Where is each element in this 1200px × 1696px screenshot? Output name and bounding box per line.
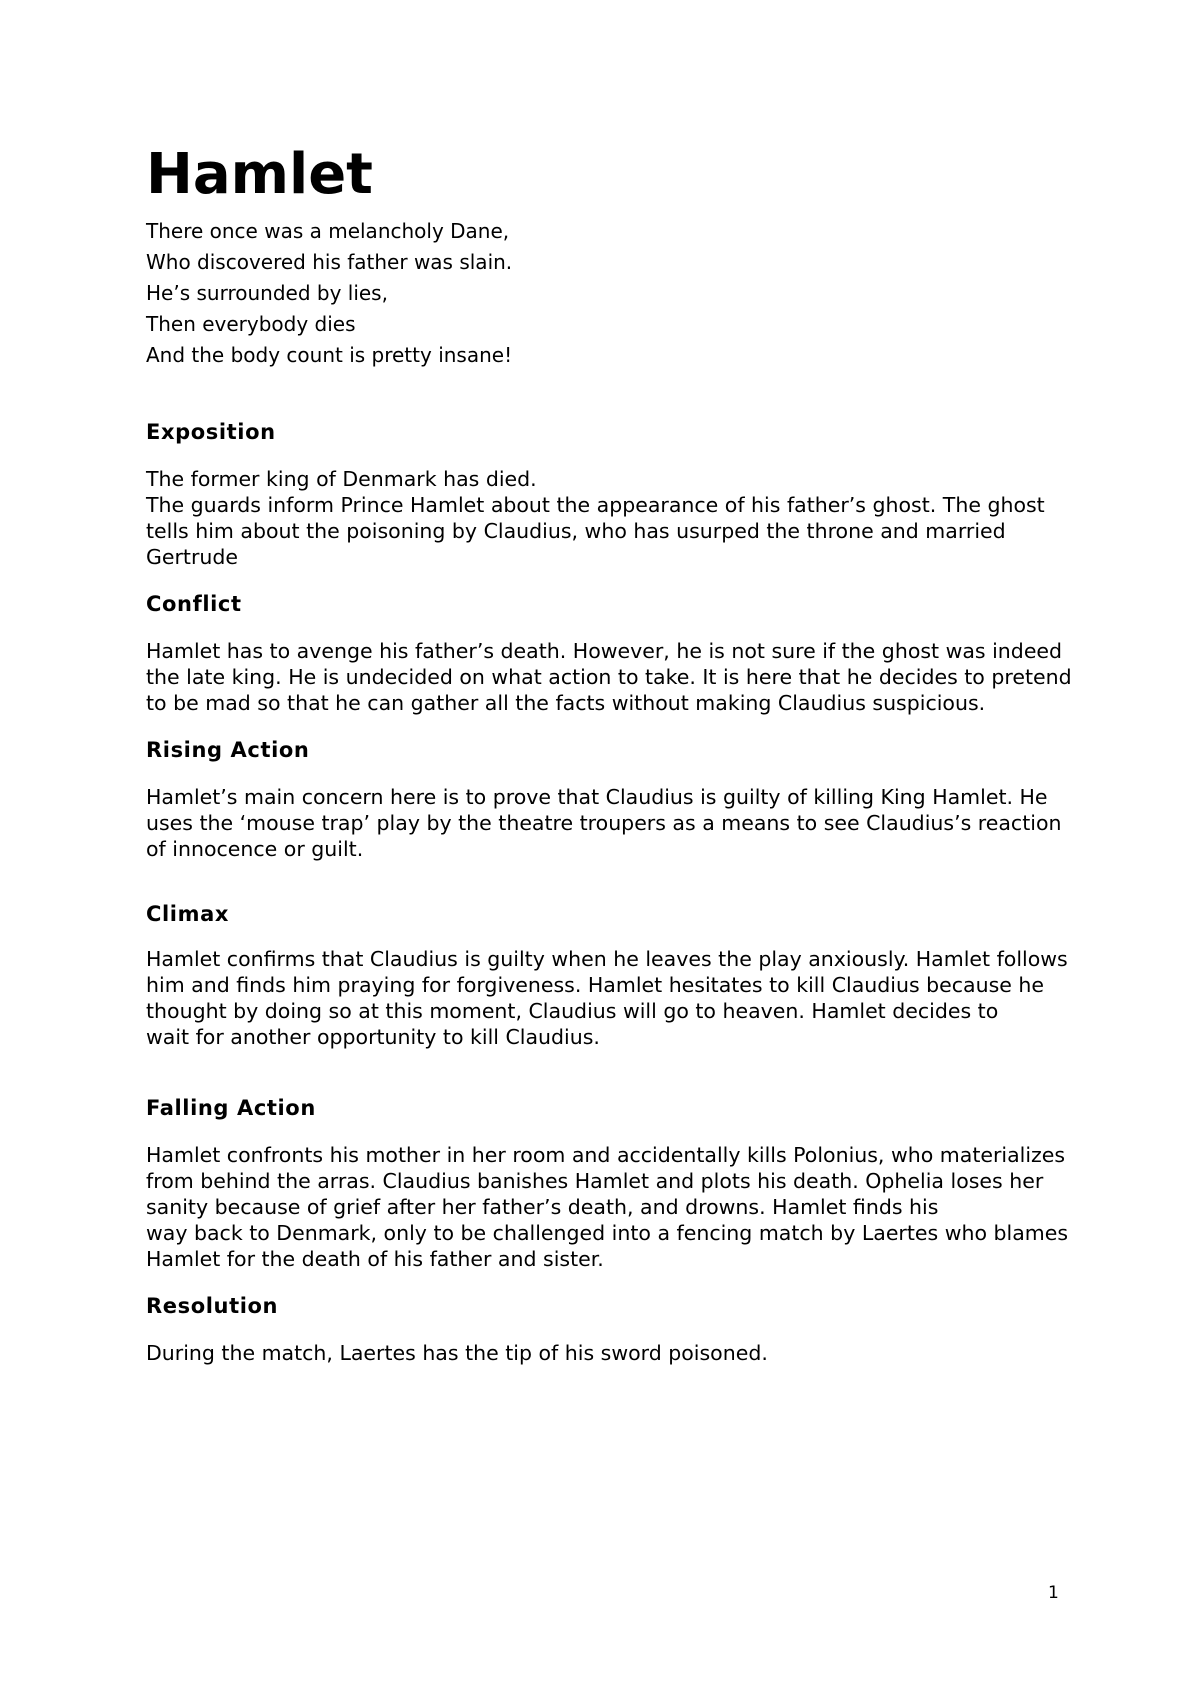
section-heading: Falling Action — [146, 1096, 316, 1120]
section-body — [146, 466, 1076, 570]
paragraph-line: Hamlet has to avenge his father’s death. However, he is not sure if the ghost was indeed the late king. He is undecided on what action to take. It is here that he decides to pretend to be mad so that he can gather all the facts without making Claudius suspicious. — [146, 639, 1072, 715]
paragraph-line: him and finds him praying for forgiveness. Hamlet hesitates to kill Claudius because he — [146, 973, 1045, 997]
section-heading: Climax — [146, 902, 230, 926]
section-conflict — [146, 590, 1076, 716]
section-falling-action — [146, 1094, 1076, 1272]
paragraph-line: Hamlet confirms that Claudius is guilty when he leaves the play anxiously. Hamlet follows — [146, 947, 1068, 971]
section-heading: Resolution — [146, 1294, 279, 1318]
section-body — [146, 638, 1076, 716]
section-body — [146, 1340, 1076, 1366]
paragraph-line: The former king of Denmark has died. — [146, 467, 537, 491]
paragraph-line: wait for another opportunity to kill Claudius. — [146, 1025, 600, 1049]
poem-line: There once was a melancholy Dane, — [146, 219, 510, 243]
section-body — [146, 1142, 1076, 1272]
section-body — [146, 946, 1076, 1050]
paragraph-line: way back to Denmark, only to be challenged into a fencing match by Laertes who blames Hamlet for the death of his father and sister. — [146, 1221, 1069, 1271]
page-number: 1 — [1048, 1583, 1059, 1603]
poem-line: Then everybody dies — [146, 312, 356, 336]
section-exposition — [146, 418, 1076, 570]
paragraph-line: thought by doing so at this moment, Claudius will go to heaven. Hamlet decides to — [146, 999, 999, 1023]
section-heading: Conflict — [146, 592, 242, 616]
section-climax — [146, 900, 1076, 1050]
section-rising-action — [146, 736, 1076, 862]
document-page — [146, 140, 1076, 1366]
document-title: Hamlet — [146, 142, 373, 207]
paragraph-line: The guards inform Prince Hamlet about the appearance of his father’s ghost. The ghost tells him about the poisoning by Claudius, who has usurped the throne and married Gertrude — [146, 493, 1045, 569]
poem-line: Who discovered his father was slain. — [146, 250, 513, 274]
section-resolution — [146, 1292, 1076, 1366]
paragraph-line: Hamlet’s main concern here is to prove that Claudius is guilty of killing King Hamlet. He uses the ‘mouse trap’ play by the theatre troupers as a means to see Claudius’s reaction of innocence or guilt. — [146, 785, 1062, 861]
section-heading: Exposition — [146, 420, 276, 444]
section-body — [146, 784, 1076, 862]
poem-line: He’s surrounded by lies, — [146, 281, 388, 305]
limerick-poem — [146, 216, 1076, 371]
section-heading: Rising Action — [146, 738, 310, 762]
poem-line: And the body count is pretty insane! — [146, 343, 513, 367]
paragraph-line: Hamlet confronts his mother in her room and accidentally kills Polonius, who materializes from behind the arras. Claudius banishes Hamlet and plots his death. Ophelia loses her sanity because of grief after her father’s death, and drowns. Hamlet finds his — [146, 1143, 1066, 1219]
paragraph-line: During the match, Laertes has the tip of his sword poisoned. — [146, 1341, 768, 1365]
